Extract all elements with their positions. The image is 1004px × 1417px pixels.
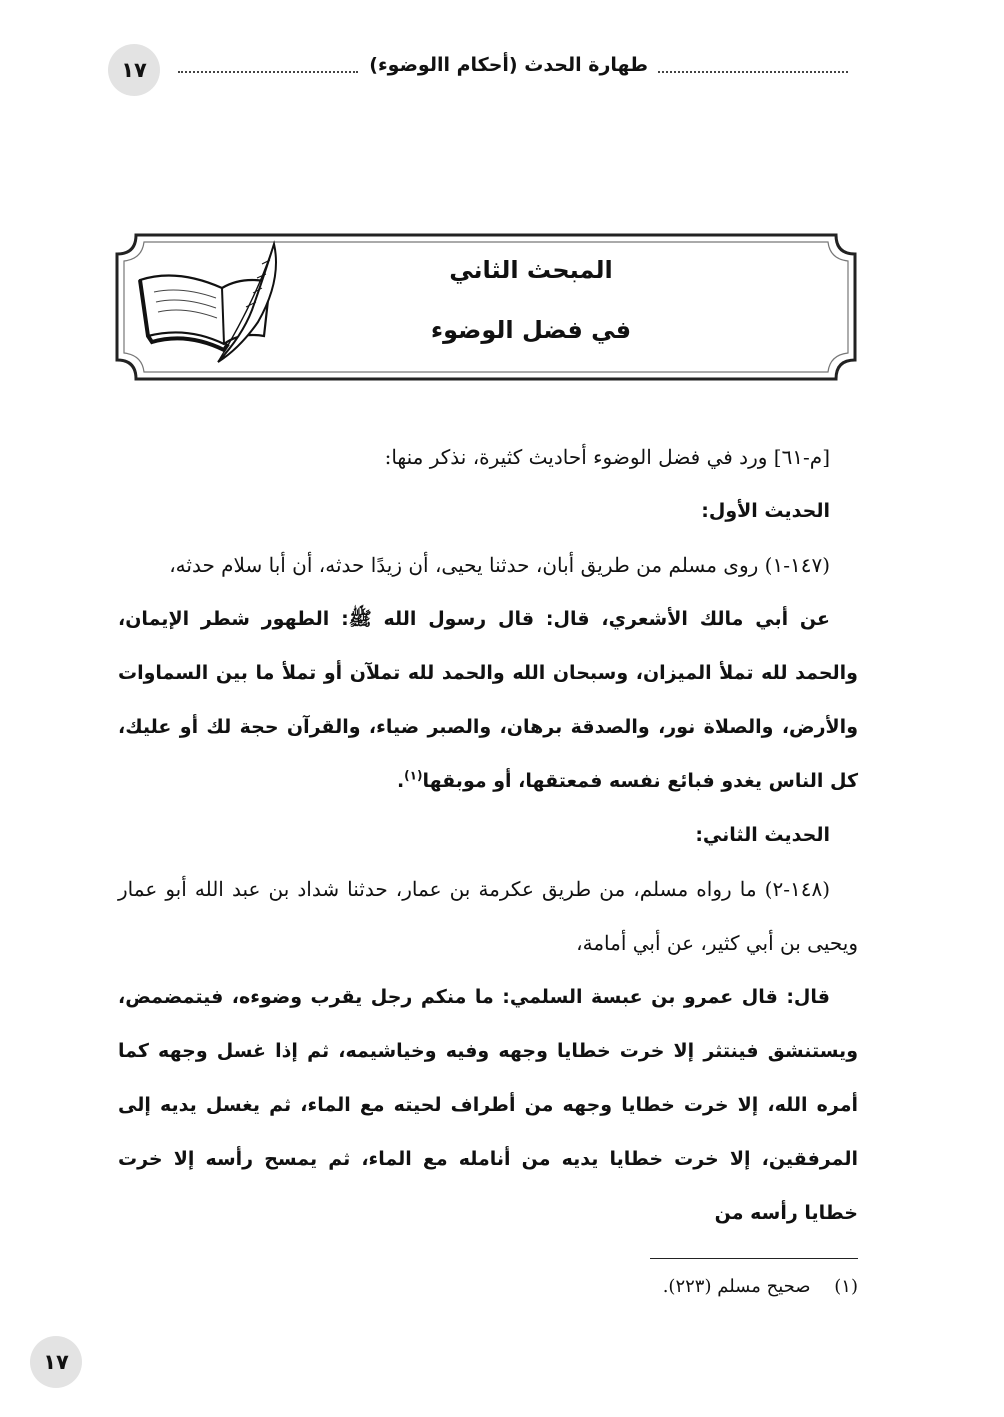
intro-paragraph: [م-٦١] ورد في فضل الوضوء أحاديث كثيرة، نذكر منها: xyxy=(384,445,830,469)
hadith2-heading: الحديث الثاني: xyxy=(695,824,830,846)
running-header xyxy=(108,42,848,98)
hadith2-text: قال: قال عمرو بن عبسة السلمي: ما منكم رجل يقرب وضوءه، فيتمضمض، ويستنشق فينتثر إلا خرت خطايا وجهه وفيه وخياشيمه، ثم إذا غسل وجهه كما أمره الله، إلا خرت خطايا وجهه من أطراف لحيته مع الماء، ثم يغسل يديه إلى المرفقين، إلا خرت خطايا يديه من أنامله مع الماء، ثم يمسح رأسه إلا خرت خطايا رأسه من xyxy=(118,986,858,1224)
body-text xyxy=(118,430,858,1240)
footer-page-number: ١٧ xyxy=(30,1336,82,1388)
section-frame xyxy=(114,232,858,382)
hadith1-text-body: عن أبي مالك الأشعري، قال: قال رسول الله ﷺ: الطهور شطر الإيمان، والحمد لله تملأ الميزان، وسبحان الله والحمد لله تملآن أو تملأ ما بين السماوات والأرض، والصلاة نور، والصدقة برهان، والصبر ضياء، والقرآن حجة لك أو عليك، كل الناس يغدو فبائع نفسه فمعتقها، أو موبقها xyxy=(118,608,858,792)
header-dots-right xyxy=(658,71,848,73)
section-subtitle: في فضل الوضوء xyxy=(430,316,632,344)
footnote xyxy=(663,1276,858,1297)
footnote-ref: (١) xyxy=(404,768,423,783)
hadith2-chain: (١٤٨-٢) ما رواه مسلم، من طريق عكرمة بن عمار، حدثنا شداد بن عبد الله أبو عمار ويحيى بن أبي كثير، عن أبي أمامة، xyxy=(118,877,858,955)
running-title: طهارة الحدث (أحكام االوضوء) xyxy=(369,54,648,76)
hadith1-text-end: . xyxy=(396,770,405,792)
hadith1-heading: الحديث الأول: xyxy=(701,500,830,522)
footnote-number: (١) xyxy=(834,1276,858,1297)
section-title: المبحث الثاني xyxy=(449,256,613,284)
hadith1-chain: (١٤٧-١) روى مسلم من طريق أبان، حدثنا يحيى، أن زيدًا حدثه، أن أبا سلام حدثه، xyxy=(169,553,830,577)
header-page-number: ١٧ xyxy=(108,44,160,96)
header-dots-left xyxy=(178,71,358,73)
book-and-quill-icon xyxy=(132,240,302,370)
hadith1-text xyxy=(118,592,858,808)
footnote-text: صحيح مسلم (٢٢٣). xyxy=(662,1276,811,1297)
footnote-separator xyxy=(650,1258,858,1259)
